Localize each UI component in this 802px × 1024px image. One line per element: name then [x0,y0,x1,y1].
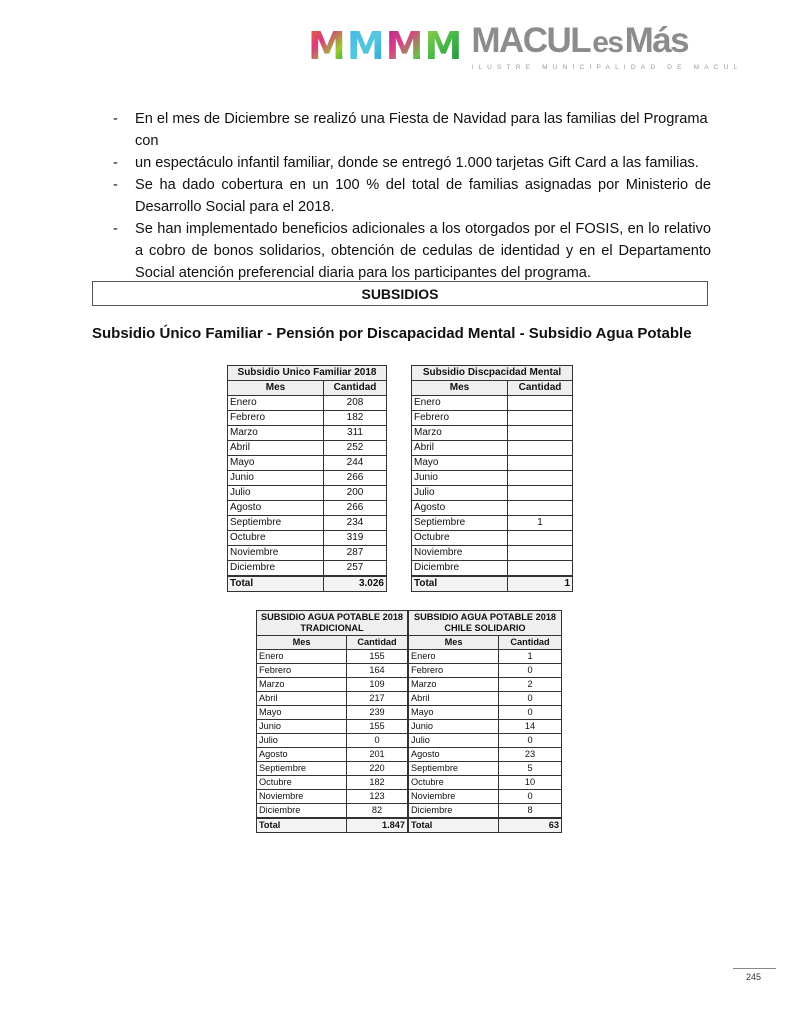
cell-mes: Enero [228,396,324,411]
cell-mes: Febrero [228,411,324,426]
cell-cantidad [508,411,573,426]
cell-cantidad: 217 [347,692,408,706]
table-row [257,720,408,734]
cell-cantidad: 14 [499,720,562,734]
cell-mes: Junio [409,720,499,734]
total-value: 1 [508,576,573,592]
table-row [228,516,387,531]
cell-cantidad: 239 [347,706,408,720]
cell-cantidad: 287 [324,546,387,561]
cell-cantidad [508,546,573,561]
cell-cantidad: 155 [347,720,408,734]
cell-cantidad: 0 [347,734,408,748]
total-label: Total [412,576,508,592]
table-total-row [257,818,408,833]
cell-cantidad: 266 [324,471,387,486]
table-title-line2: TRADICIONAL [300,623,364,633]
cell-cantidad: 201 [347,748,408,762]
brand-wordmark [471,22,742,71]
bullet-text: Se ha dado cobertura en un 100 % del total de familias asignadas por Ministerio de Desarrollo Social para el 2018. [135,177,711,215]
cell-mes: Diciembre [412,561,508,577]
table-row [257,664,408,678]
cell-cantidad: 266 [324,501,387,516]
table-row [412,546,573,561]
table-row [409,734,562,748]
cell-mes: Septiembre [412,516,508,531]
cell-mes: Septiembre [257,762,347,776]
cell-mes: Enero [257,650,347,664]
table-row [228,441,387,456]
cell-cantidad: 1 [499,650,562,664]
total-label: Total [257,818,347,833]
column-header-mes: Mes [257,636,347,650]
cell-cantidad: 5 [499,762,562,776]
bullet-marker: - [113,177,118,193]
logo-letter: M [385,24,423,68]
cell-cantidad [508,531,573,546]
bullet-item [113,174,711,218]
cell-cantidad: 1 [508,516,573,531]
table-row [257,692,408,706]
cell-cantidad: 319 [324,531,387,546]
table-total-row [228,576,387,592]
cell-cantidad: 82 [347,804,408,819]
cell-mes: Julio [412,486,508,501]
table-row [409,762,562,776]
cell-mes: Noviembre [412,546,508,561]
table-row [412,456,573,471]
footer-divider [733,968,776,969]
bullet-item [113,152,711,174]
table-title-line1: SUBSIDIO AGUA POTABLE 2018 [260,612,404,622]
table-row [257,706,408,720]
table-row [257,650,408,664]
cell-cantidad: 257 [324,561,387,577]
table-row [257,678,408,692]
table-row [412,411,573,426]
table-row [412,426,573,441]
bullet-marker: - [113,111,118,127]
cell-cantidad: 155 [347,650,408,664]
cell-mes: Noviembre [228,546,324,561]
section-title: SUBSIDIOS [361,285,439,302]
cell-cantidad [508,471,573,486]
table-row [409,692,562,706]
cell-cantidad: 0 [499,734,562,748]
cell-mes: Diciembre [257,804,347,819]
cell-cantidad: 8 [499,804,562,819]
table-row [412,561,573,577]
column-header-cantidad: Cantidad [347,636,408,650]
cell-cantidad [508,486,573,501]
table-title: Subsidio Discpacidad Mental [412,366,573,381]
table-row [228,561,387,577]
cell-mes: Octubre [257,776,347,790]
table-row [412,501,573,516]
table-title [257,611,408,636]
cell-mes: Enero [409,650,499,664]
cell-mes: Abril [412,441,508,456]
cell-mes: Noviembre [409,790,499,804]
table-row [257,804,408,819]
logo-letter: M [424,24,462,68]
cell-mes: Agosto [409,748,499,762]
cell-cantidad: 252 [324,441,387,456]
total-value: 3.026 [324,576,387,592]
cell-mes: Junio [257,720,347,734]
table-title [409,611,562,636]
cell-cantidad: 182 [324,411,387,426]
cell-mes: Febrero [257,664,347,678]
table-row [412,531,573,546]
table-title: Subsidio Unico Familiar 2018 [228,366,387,381]
brand-name [471,22,742,62]
table-row [257,790,408,804]
cell-mes: Octubre [409,776,499,790]
table-row [412,471,573,486]
cell-mes: Septiembre [228,516,324,531]
column-header-cantidad: Cantidad [324,381,387,396]
brand-name-macul: MACUL [471,21,591,60]
table-row [412,486,573,501]
cell-mes: Octubre [412,531,508,546]
cell-cantidad [508,501,573,516]
table-row [409,678,562,692]
cell-mes: Abril [409,692,499,706]
table-total-row [412,576,573,592]
municipality-logo [308,21,743,71]
table-row [228,486,387,501]
table-row [257,748,408,762]
page-number: 245 [746,972,762,982]
cell-mes: Noviembre [257,790,347,804]
bullet-item [113,218,711,284]
cell-cantidad: 0 [499,790,562,804]
cell-mes: Agosto [257,748,347,762]
cell-cantidad [508,456,573,471]
cell-mes: Agosto [412,501,508,516]
bullet-text: Se han implementado beneficios adicionales a los otorgados por el FOSIS, en lo relativo a cobro de bonos solidarios, obtención de cedulas de identidad y en el Departamento Social atención preferencial diaria para los participantes del programa. [135,221,711,281]
logo-letter: M [346,24,384,68]
cell-mes: Enero [412,396,508,411]
cell-mes: Agosto [228,501,324,516]
brand-subtitle: ILUSTRE MUNICIPALIDAD DE MACUL [471,64,743,71]
bullet-text: En el mes de Diciembre se realizó una Fiesta de Navidad para las familias del Programa con [135,111,708,149]
cell-cantidad: 123 [347,790,408,804]
table-row [409,664,562,678]
table-row [228,456,387,471]
table-row [228,411,387,426]
cell-cantidad [508,441,573,456]
cell-mes: Marzo [257,678,347,692]
cell-cantidad: 164 [347,664,408,678]
cell-mes: Marzo [228,426,324,441]
cell-cantidad: 109 [347,678,408,692]
cell-mes: Febrero [412,411,508,426]
table-row [228,396,387,411]
cell-cantidad: 234 [324,516,387,531]
table-subsidio-discapacidad-mental [411,365,573,592]
total-label: Total [409,818,499,833]
cell-mes: Julio [228,486,324,501]
table-row [409,804,562,819]
cell-cantidad: 23 [499,748,562,762]
total-label: Total [228,576,324,592]
cell-mes: Septiembre [409,762,499,776]
cell-cantidad: 208 [324,396,387,411]
bullet-marker: - [113,155,118,171]
cell-cantidad: 220 [347,762,408,776]
table-row [409,776,562,790]
logo-letter: M [308,24,345,68]
column-header-mes: Mes [412,381,508,396]
cell-cantidad: 0 [499,692,562,706]
bullet-item [113,108,711,152]
table-row [412,441,573,456]
brand-name-es: es [592,26,623,59]
total-value: 1.847 [347,818,408,833]
column-header-mes: Mes [409,636,499,650]
table-row [412,516,573,531]
table-row [409,720,562,734]
table-row [257,734,408,748]
table-row [257,762,408,776]
table-total-row [409,818,562,833]
table-title-line1: SUBSIDIO AGUA POTABLE 2018 [413,612,557,622]
cell-cantidad [508,561,573,577]
cell-cantidad: 10 [499,776,562,790]
cell-mes: Octubre [228,531,324,546]
table-title-line2: CHILE SOLIDARIO [444,623,526,633]
cell-cantidad: 0 [499,706,562,720]
table-agua-potable-chile-solidario [408,610,562,833]
cell-mes: Mayo [409,706,499,720]
cell-mes: Junio [228,471,324,486]
cell-mes: Diciembre [409,804,499,819]
brand-name-mas: Más [624,21,689,60]
table-row [228,531,387,546]
table-row [257,776,408,790]
cell-cantidad [508,396,573,411]
section-subtitle: Subsidio Único Familiar - Pensión por Discapacidad Mental - Subsidio Agua Potable [92,325,692,342]
cell-cantidad: 2 [499,678,562,692]
total-value: 63 [499,818,562,833]
table-row [409,650,562,664]
bullet-text: un espectáculo infantil familiar, donde se entregó 1.000 tarjetas Gift Card a las familias. [135,155,699,171]
cell-mes: Marzo [412,426,508,441]
column-header-cantidad: Cantidad [508,381,573,396]
table-subsidio-unico-familiar [227,365,387,592]
table-agua-potable-tradicional [256,610,408,833]
cell-cantidad: 182 [347,776,408,790]
table-row [228,426,387,441]
cell-cantidad: 200 [324,486,387,501]
cell-cantidad: 0 [499,664,562,678]
table-row [228,501,387,516]
bullet-marker: - [113,221,118,237]
cell-mes: Febrero [409,664,499,678]
cell-mes: Abril [228,441,324,456]
cell-mes: Julio [257,734,347,748]
cell-cantidad: 311 [324,426,387,441]
cell-mes: Diciembre [228,561,324,577]
table-row [409,790,562,804]
mmmm-logo-mark [308,26,461,66]
table-row [412,396,573,411]
cell-mes: Mayo [228,456,324,471]
table-row [409,748,562,762]
table-row [409,706,562,720]
table-row [228,471,387,486]
cell-mes: Mayo [257,706,347,720]
column-header-cantidad: Cantidad [499,636,562,650]
section-header-box [92,281,708,306]
cell-cantidad: 244 [324,456,387,471]
column-header-mes: Mes [228,381,324,396]
cell-mes: Junio [412,471,508,486]
cell-mes: Mayo [412,456,508,471]
cell-mes: Marzo [409,678,499,692]
cell-cantidad [508,426,573,441]
table-row [228,546,387,561]
cell-mes: Julio [409,734,499,748]
cell-mes: Abril [257,692,347,706]
bullet-list [113,108,711,284]
